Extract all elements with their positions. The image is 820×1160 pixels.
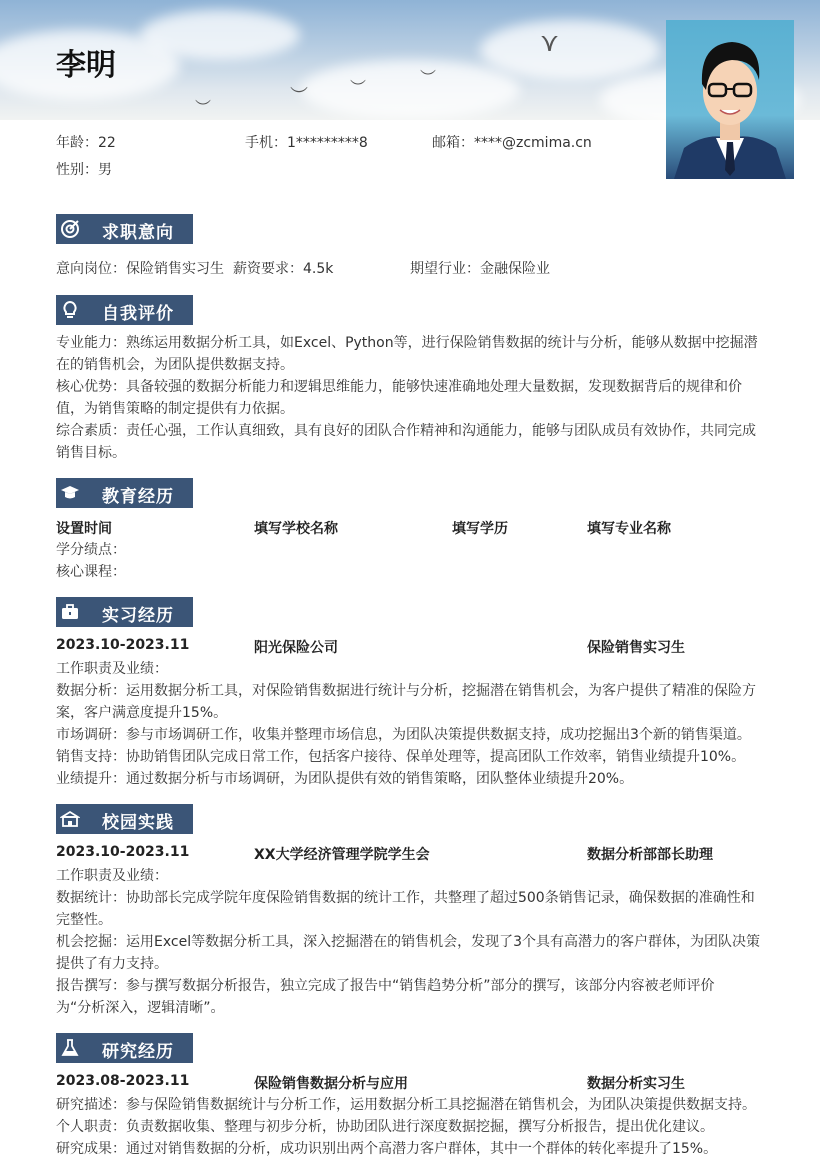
profile-photo [666,20,794,179]
research-line: 研究描述：参与保险销售数据统计与分析工作，运用数据分析工具挖掘潜在销售机会，为团队决策提供数据支持。 [56,1097,756,1113]
gender-field: 性别：男 [56,162,112,178]
target-icon [60,219,80,239]
campus-line: 报告撰写：参与撰写数据分析报告，独立完成了报告中“销售趋势分析”部分的撰写，该部分内容被老师评价 [56,978,715,994]
intent-industry: 期望行业：金融保险业 [410,261,550,277]
campus-line: 机会挖掘：运用Excel等数据分析工具，深入挖掘潜在的销售机会，发现了3个具有高潜力的客户群体，为团队决策 [56,934,760,950]
campus-line: 为“分析深入，逻辑清晰”。 [56,1000,225,1016]
edu-degree: 填写学历 [452,521,508,537]
campus-org: XX大学经济管理学院学生会 [254,847,430,863]
intern-line: 销售支持：协助销售团队完成日常工作，包括客户接待、保单处理等，提高团队工作效率，销售业绩提升10%。 [56,749,746,765]
intern-time: 2023.10-2023.11 [56,637,190,653]
research-org: 保险销售数据分析与应用 [254,1076,408,1092]
age-field: 年龄：22 [56,135,116,151]
section-header-self [56,295,193,325]
intern-org: 阳光保险公司 [254,640,338,656]
intern-line: 数据分析：运用数据分析工具，对保险销售数据进行统计与分析，挖掘潜在销售机会，为客户提供了精准的保险方 [56,683,756,699]
self-line: 值，为销售策略的制定提供有力依据。 [56,401,294,417]
school-building-icon [60,809,80,829]
self-line: 专业能力：熟练运用数据分析工具，如Excel、Python等，进行保险销售数据的统计与分析，能够从数据中挖掘潜 [56,335,758,351]
bird-icon: ︶ [195,98,212,117]
intent-salary: 薪资要求：4.5k [233,261,334,277]
edu-gpa: 学分绩点： [56,542,126,558]
campus-line: 提供了有力支持。 [56,956,168,972]
email-field: 邮箱：****@zcmima.cn [432,135,592,151]
briefcase-icon [60,602,80,622]
flask-icon [60,1038,80,1058]
section-title: 研究经历 [102,1042,174,1062]
campus-line: 完整性。 [56,912,112,928]
self-line: 销售目标。 [56,445,126,461]
section-title: 校园实践 [102,813,174,833]
section-title: 实习经历 [102,606,174,626]
research-line: 研究成果：通过对销售数据的分析，成功识别出两个高潜力客户群体，其中一个群体的转化率提升了15%。 [56,1141,718,1157]
phone-field: 手机：1*********8 [245,135,368,151]
bird-icon: ︶ [350,78,367,97]
research-line: 个人职责：负责数据收集、整理与初步分析，协助团队进行深度数据挖掘，撰写分析报告，提出优化建议。 [56,1119,714,1135]
self-line: 核心优势：具备较强的数据分析能力和逻辑思维能力，能够快速准确地处理大量数据，发现数据背后的规律和价 [56,379,742,395]
intern-line: 案，客户满意度提升15%。 [56,705,228,721]
campus-line: 数据统计：协助部长完成学院年度保险销售数据的统计工作，共整理了超过500条销售记录，确保数据的准确性和 [56,890,755,906]
section-title: 求职意向 [102,223,174,243]
intern-line: 市场调研：参与市场调研工作，收集并整理市场信息，为团队决策提供数据支持，成功挖掘出3个新的销售渠道。 [56,727,751,743]
edu-time: 设置时间 [56,521,112,537]
lightbulb-icon [60,300,80,320]
intern-line: 工作职责及业绩： [56,661,168,677]
section-header-campus [56,804,193,834]
bird-icon: ⋎ [540,28,560,58]
section-header-research [56,1033,193,1063]
bird-icon: ︶ [290,86,308,107]
research-time: 2023.08-2023.11 [56,1073,190,1089]
avatar-illustration [666,20,794,179]
research-role: 数据分析实习生 [587,1076,685,1092]
candidate-name: 李明 [56,48,116,83]
edu-courses: 核心课程： [56,564,126,580]
edu-school: 填写学校名称 [254,521,338,537]
section-header-intern [56,597,193,627]
section-header-education [56,478,193,508]
bird-icon: ︶ [420,68,437,87]
campus-role: 数据分析部部长助理 [587,847,713,863]
section-title: 自我评价 [102,304,174,324]
intent-position: 意向岗位：保险销售实习生 [56,261,224,277]
campus-time: 2023.10-2023.11 [56,844,190,860]
section-title: 教育经历 [102,487,174,507]
graduation-cap-icon [60,483,80,503]
edu-major: 填写专业名称 [587,521,671,537]
intern-role: 保险销售实习生 [587,640,685,656]
section-header-intent [56,214,193,244]
campus-line: 工作职责及业绩： [56,868,168,884]
self-line: 综合素质：责任心强，工作认真细致，具有良好的团队合作精神和沟通能力，能够与团队成员有效协作，共同完成 [56,423,756,439]
self-line: 在的销售机会，为团队提供数据支持。 [56,357,294,373]
intern-line: 业绩提升：通过数据分析与市场调研，为团队提供有效的销售策略，团队整体业绩提升20%。 [56,771,634,787]
